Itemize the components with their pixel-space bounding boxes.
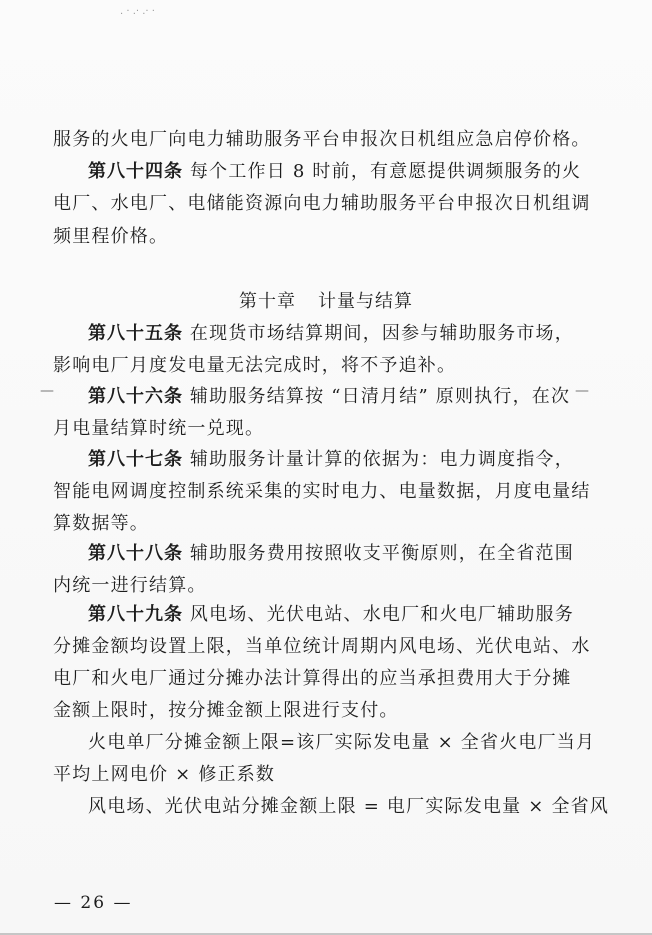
article-88 — [88, 542, 574, 566]
chapter-heading — [0, 290, 652, 314]
article-85-line-2: 影响电厂月度发电量无法完成时，将不予追补。 — [53, 355, 457, 376]
chapter-number: 第十章 — [239, 291, 296, 312]
article-87-line-3: 算数据等。 — [53, 513, 149, 534]
article-86-line-2: 月电量结算时统一兑现。 — [53, 418, 265, 439]
formula-thermal-line-2: 平均上网电价 × 修正系数 — [53, 764, 276, 785]
article-89-line-4: 金额上限时，按分摊金额上限进行支付。 — [53, 700, 399, 721]
article-85-text: 在现货市场结算期间，因参与辅助服务市场， — [183, 323, 574, 344]
article-89-line-2: 分摊金额均设置上限，当单位统计周期内风电场、光伏电站、水 — [53, 636, 591, 657]
page-number: — 26 — — [54, 893, 133, 913]
article-89-line-3: 电厂和火电厂通过分摊办法计算得出的应当承担费用大于分摊 — [53, 668, 572, 689]
article-89 — [88, 603, 574, 627]
article-87 — [88, 448, 574, 472]
formula-wind-solar-line-1: 风电场、光伏电站分摊金额上限 = 电厂实际发电量 × 全省风 — [88, 796, 610, 817]
article-84-line-2: 电厂、水电厂、电储能资源向电力辅助服务平台申报次日机组调 — [53, 193, 591, 214]
scan-artifact-marks: . · .· .· · — [120, 6, 155, 17]
article-89-text: 风电场、光伏电站、水电厂和火电厂辅助服务 — [183, 604, 574, 625]
article-88-line-2: 内统一进行结算。 — [53, 575, 207, 596]
article-84-text: 每个工作日 8 时前，有意愿提供调频服务的火 — [183, 161, 582, 182]
chapter-title: 计量与结算 — [318, 291, 413, 312]
article-86 — [88, 385, 570, 409]
article-85 — [88, 322, 574, 346]
article-87-line-2: 智能电网调度控制系统采集的实时电力、电量数据，月度电量结 — [53, 481, 591, 502]
article-85-title: 第八十五条 — [88, 323, 183, 344]
article-84-line-3: 频里程价格。 — [53, 226, 169, 247]
formula-thermal-line-1: 火电单厂分摊金额上限=该厂实际发电量 × 全省火电厂当月 — [88, 732, 596, 753]
article-84 — [88, 160, 581, 184]
article-87-text: 辅助服务计量计算的依据为：电力调度指令， — [183, 449, 574, 470]
continuation-line: 服务的火电厂向电力辅助服务平台申报次日机组应急启停价格。 — [53, 129, 591, 150]
article-87-title: 第八十七条 — [88, 449, 183, 470]
article-88-text: 辅助服务费用按照收支平衡原则，在全省范围 — [183, 543, 574, 564]
article-89-title: 第八十九条 — [88, 604, 183, 625]
left-margin-mark: — — [40, 383, 54, 399]
article-88-title: 第八十八条 — [88, 543, 183, 564]
article-86-text: 辅助服务结算按 “日清月结” 原则执行，在次 — [183, 386, 571, 407]
right-margin-mark: — — [575, 383, 589, 399]
article-84-title: 第八十四条 — [88, 161, 183, 182]
article-86-title: 第八十六条 — [88, 386, 183, 407]
